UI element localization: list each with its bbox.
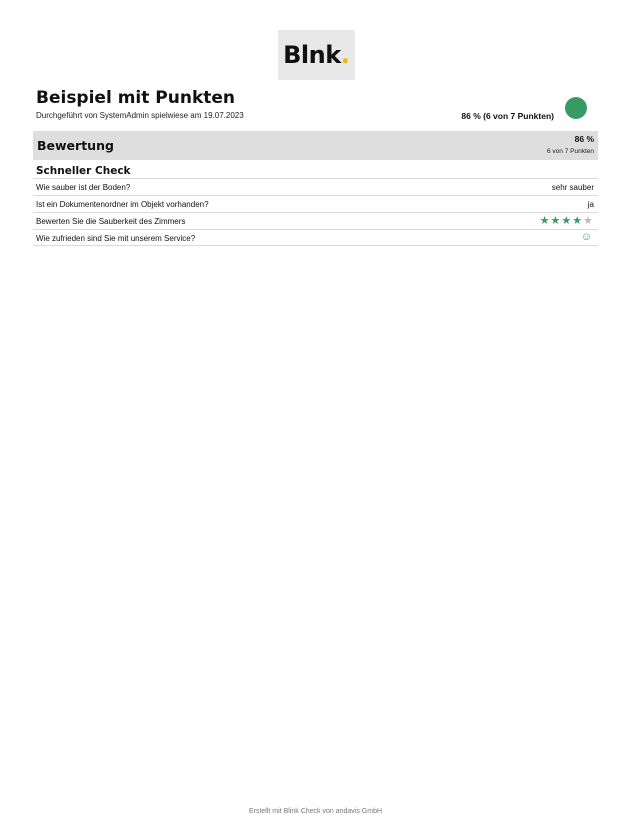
star-rating — [540, 214, 594, 227]
star-filled-icon: ★ — [550, 215, 562, 227]
report-subtitle: Durchgeführt von SystemAdmin spielwiese am 19.07.2023 — [36, 111, 244, 120]
list-item — [33, 195, 598, 212]
section-points: 6 von 7 Punkten — [547, 148, 594, 155]
logo-dot: . — [340, 41, 350, 69]
question-text: Wie sauber ist der Boden? — [36, 183, 131, 192]
list-item — [33, 178, 598, 195]
section-header — [33, 131, 598, 160]
page-title: Beispiel mit Punkten — [36, 88, 236, 108]
question-list — [33, 178, 598, 246]
logo-text: Blnk — [283, 41, 341, 69]
answer-text: ja — [587, 200, 594, 209]
score-status-icon — [565, 97, 587, 119]
section-percent: 86 % — [574, 134, 594, 144]
star-filled-icon: ★ — [561, 215, 573, 227]
star-empty-icon: ★ — [583, 215, 594, 227]
question-text: Ist ein Dokumentenordner im Objekt vorhanden? — [36, 200, 209, 209]
list-item — [33, 229, 598, 246]
answer-text: sehr sauber — [551, 183, 594, 192]
group-title: Schneller Check — [36, 165, 131, 177]
logo — [278, 30, 355, 80]
footer-text: Erstellt mit Blink Check von andavis GmbH — [248, 808, 383, 815]
smiley-icon: ☺ — [580, 231, 592, 243]
section-title: Bewertung — [37, 138, 114, 153]
list-item — [33, 212, 598, 229]
star-filled-icon: ★ — [539, 215, 551, 227]
question-text: Wie zufrieden sind Sie mit unserem Service? — [36, 234, 196, 243]
question-text: Bewerten Sie die Sauberkeit des Zimmers — [36, 217, 186, 226]
overall-score: 86 % (6 von 7 Punkten) — [461, 111, 554, 121]
star-filled-icon: ★ — [572, 215, 584, 227]
